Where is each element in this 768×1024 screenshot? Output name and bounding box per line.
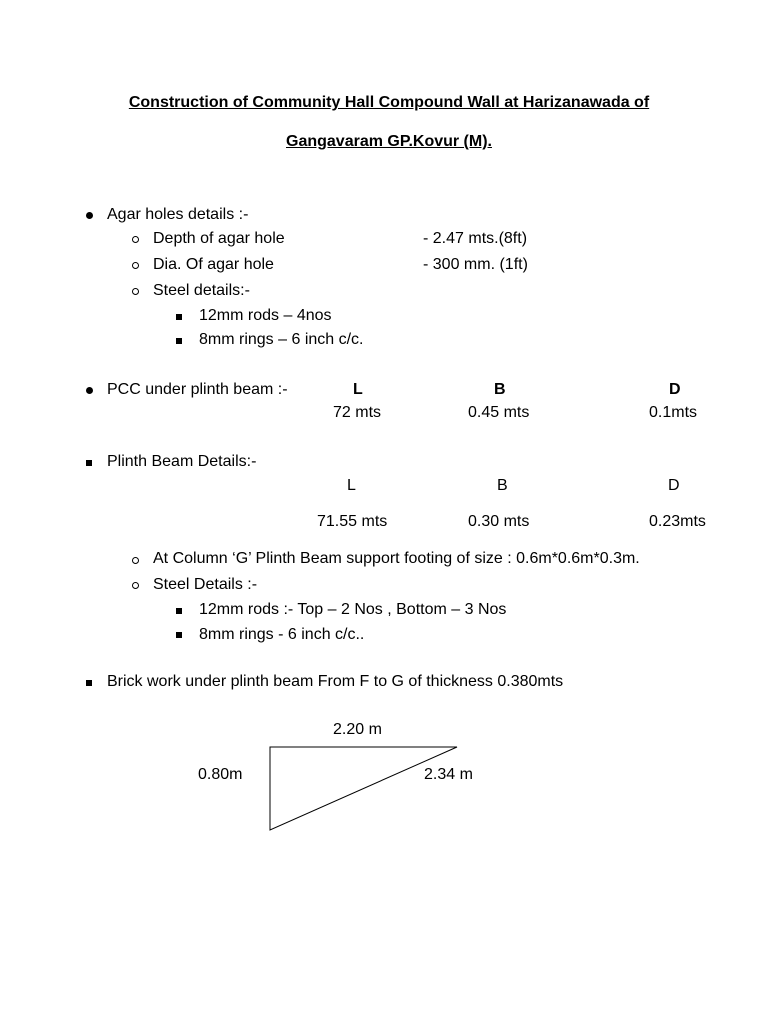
agar-depth-label: Depth of agar hole: [153, 230, 285, 247]
plinth-rods: 12mm rods :- Top – 2 Nos , Bottom – 3 Nos: [199, 601, 507, 618]
title-line-2: Gangavaram GP.Kovur (M).: [286, 133, 492, 150]
triangle-shape: [270, 747, 457, 830]
agar-depth-value: - 2.47 mts.(8ft): [423, 230, 528, 247]
pcc-val-d: 0.1mts: [649, 404, 698, 421]
agar-steel-label: Steel details:-: [153, 282, 250, 299]
plinth-heading: Plinth Beam Details:-: [107, 453, 257, 470]
agar-dia-value: - 300 mm. (1ft): [423, 256, 528, 273]
plinth-rings: 8mm rings - 6 inch c/c..: [199, 626, 365, 643]
plinth-val-l: 71.55 mts: [317, 513, 388, 530]
triangle-left-label: 0.80m: [198, 766, 243, 783]
plinth-steel-label: Steel Details :-: [153, 576, 258, 593]
agar-dia-label: Dia. Of agar hole: [153, 256, 274, 273]
plinth-val-d: 0.23mts: [649, 513, 706, 530]
pcc-val-b: 0.45 mts: [468, 404, 530, 421]
title-line-1: Construction of Community Hall Compound Wall at Harizanawada of: [128, 94, 650, 111]
agar-heading: Agar holes details :-: [107, 206, 249, 223]
pcc-col-l: L: [353, 381, 363, 398]
brick-text: Brick work under plinth beam From F to G of thickness 0.380mts: [107, 673, 564, 690]
pcc-val-l: 72 mts: [333, 404, 382, 421]
pcc-heading: PCC under plinth beam :-: [107, 381, 288, 398]
plinth-col-b: B: [497, 477, 508, 494]
plinth-val-b: 0.30 mts: [468, 513, 530, 530]
pcc-col-b: B: [494, 381, 506, 398]
plinth-col-l: L: [347, 477, 356, 494]
pcc-col-d: D: [669, 381, 681, 398]
agar-rings: 8mm rings – 6 inch c/c.: [199, 331, 364, 348]
plinth-column-note: At Column ‘G’ Plinth Beam support footing of size : 0.6m*0.6m*0.3m.: [153, 550, 640, 567]
triangle-top-label: 2.20 m: [333, 721, 382, 738]
agar-rods: 12mm rods – 4nos: [199, 307, 332, 324]
plinth-col-d: D: [668, 477, 680, 494]
triangle-hyp-label: 2.34 m: [424, 766, 473, 783]
